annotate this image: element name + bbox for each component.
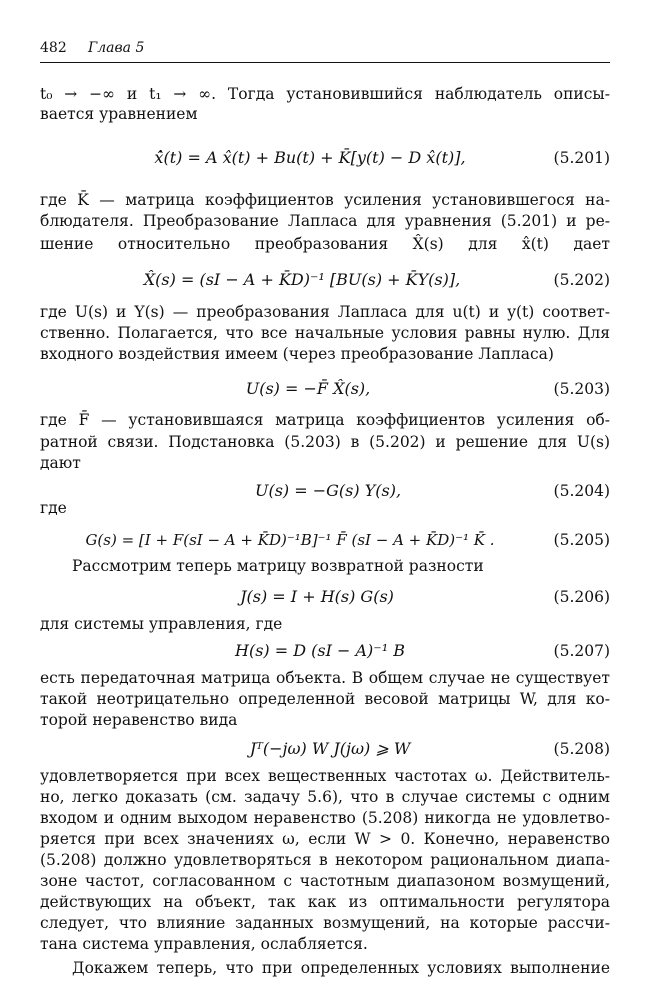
page-number: 482: [40, 40, 67, 56]
chapter-title: Глава 5: [88, 40, 145, 56]
equation-5-205: [40, 528, 610, 552]
text-line: блюдателя. Преобразование Лапласа для уравнения (5.201) и ре-: [40, 212, 610, 230]
text-line: Рассмотрим теперь матрицу возвратной разности: [72, 557, 484, 575]
equation-5-203: [40, 377, 610, 401]
equation-number: (5.202): [553, 271, 610, 289]
page-header: [40, 40, 610, 63]
equation-number: (5.207): [553, 642, 610, 660]
text-line: есть передаточная матрица объекта. В общем случае не существует: [40, 669, 610, 687]
text-line: вается уравнением: [40, 105, 198, 123]
equation-5-206: [40, 585, 610, 609]
equation-number: (5.205): [553, 531, 610, 549]
text-line: входом и одним выходом неравенство (5.208) никогда не удовлетво-: [40, 809, 610, 827]
equation-formula: X̂(s) = (sI − A + K̄D)⁻¹ [BU(s) + K̄Y(s)],: [143, 270, 461, 289]
text-line: тана система управления, ослабляется.: [40, 935, 368, 953]
text-line: (5.208) должно удовлетворяться в некотором рациональном диапа-: [40, 851, 610, 869]
text-line: торой неравенство вида: [40, 711, 238, 729]
text-line: но, легко доказать (см. задачу 5.6), что в случае системы с одним: [40, 788, 610, 806]
equation-5-202: [40, 268, 610, 292]
equation-formula: Jᵀ(−jω) W J(jω) ⩾ W: [249, 739, 411, 758]
text-line: t₀ → −∞ и t₁ → ∞. Тогда установившийся наблюдатель описы-: [40, 85, 610, 103]
equation-formula: U(s) = −G(s) Y(s),: [254, 481, 402, 500]
text-line: где: [40, 499, 67, 517]
text-line: удовлетворяется при всех вещественных частотах ω. Действитель-: [40, 767, 610, 785]
equation-formula: J(s) = I + H(s) G(s): [240, 587, 394, 606]
equation-formula: U(s) = −F̄ X̂(s),: [245, 379, 371, 398]
text-line: ратной связи. Подстановка (5.203) в (5.202) и решение для U(s): [40, 433, 610, 451]
text-line: ственно. Полагается, что все начальные условия равны нулю. Для: [40, 324, 610, 342]
equation-formula: H(s) = D (sI − A)⁻¹ B: [235, 641, 405, 660]
equation-number: (5.201): [553, 149, 610, 167]
text-line: такой неотрицательно определенной весовой матрицы W, для ко-: [40, 690, 610, 708]
text-line: Докажем теперь, что при определенных условиях выполнение: [72, 959, 610, 977]
text-line: действующих на объект, так как из оптимальности регулятора: [40, 893, 610, 911]
text-line: входного воздействия имеем (через преобразование Лапласа): [40, 345, 554, 363]
text-line: дают: [40, 454, 81, 472]
equation-5-208: [40, 737, 610, 761]
text-line: где F̄ — установившаяся матрица коэффициентов усиления об-: [40, 411, 610, 429]
equation-formula: G(s) = [I + F(sI − A + K̄D)⁻¹B]⁻¹ F̄ (sI − A + K̄D)⁻¹ K̄ .: [85, 531, 495, 549]
text-line: где K̄ — матрица коэффициентов усиления установившегося на-: [40, 191, 610, 209]
text-line: где U(s) и Y(s) — преобразования Лапласа для u(t) и y(t) соответ-: [40, 303, 610, 321]
equation-number: (5.204): [553, 482, 610, 500]
equation-5-201: [40, 146, 610, 170]
equation-number: (5.208): [553, 740, 610, 758]
equation-5-207: [40, 639, 610, 663]
text-line: зоне частот, согласованном с частотным диапазоном возмущений,: [40, 872, 610, 890]
equation-formula: x̂̇(t) = A x̂(t) + Bu(t) + K̄[y(t) − D x̂(t)],: [154, 148, 466, 167]
equation-number: (5.203): [553, 380, 610, 398]
text-line: ряется при всех значениях ω, если W > 0. Конечно, неравенство: [40, 830, 610, 848]
text-line: для системы управления, где: [40, 615, 283, 633]
text-line: следует, что влияние заданных возмущений, на которые рассчи-: [40, 914, 610, 932]
equation-number: (5.206): [553, 588, 610, 606]
text-line: шение относительно преобразования X̂(s) для x̂(t) дает: [40, 235, 610, 253]
